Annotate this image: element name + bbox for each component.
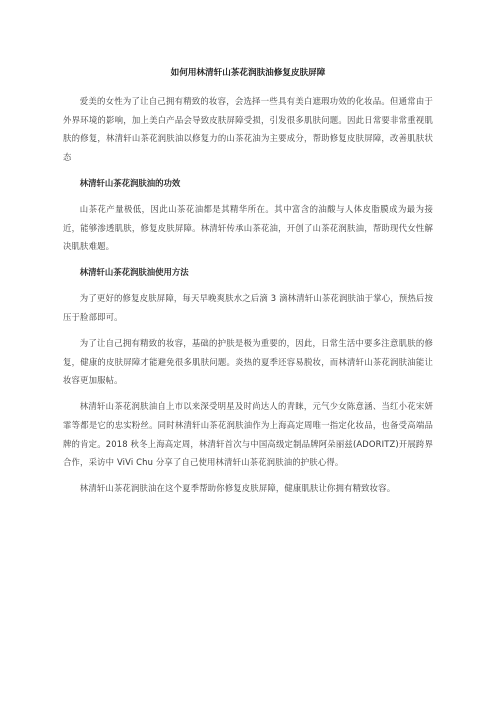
paragraph-usage: 为了更好的修复皮肤屏障，每天早晚爽肤水之后滴 3 滴林清轩山茶花润肤油于掌心，预热后按压于脸部即可。 [63, 293, 433, 322]
paragraph-celebrity: 林清轩山茶花润肤油自上市以来深受明星及时尚达人的青睐，元气少女陈意涵、当红小花宋妍霏等都是它的忠实粉丝。同时林清轩山茶花润肤油作为上海高定周唯一指定化妆品，也备受高端品牌的肯定。2018 秋冬上海高定周，林清轩首次与中国高级定制品牌阿朵丽兹(ADORITZ)开展跨界合作，采访中 ViVi Chu 分享了自己使用林清轩山茶花润肤油的护肤心得。 [63, 401, 433, 468]
paragraph-intro: 爱美的女性为了让自己拥有精致的妆容，会选择一些具有美白遮瑕功效的化妆品。但通常由于外界环境的影响，加上美白产品会导致皮肤屏障受损，引发很多肌肤问题。因此日常要非常重视肌肤的修复，林清轩山茶花润肤油以修复力的山茶花油为主要成分，帮助修复皮肤屏障，改善肌肤状态 [63, 96, 433, 162]
section-heading-efficacy: 林清轩山茶花润肤油的功效 [79, 177, 181, 188]
document-title: 如何用林清轩山茶花润肤油修复皮肤屏障 [170, 68, 326, 78]
paragraph-skincare: 为了让自己拥有精致的妆容，基础的护肤是极为重要的，因此，日常生活中要多注意肌肤的修复，健康的皮肤屏障才能避免很多肌肤问题。炎热的夏季还容易脱妆，而林清轩山茶花润肤油能让妆容更加服帖。 [63, 338, 433, 386]
paragraph-efficacy: 山茶花产量极低，因此山茶花油都是其精华所在。其中富含的油酸与人体皮脂膜成为最为接近，能够渗透肌肤，修复皮肤屏障。林清轩传承山茶花油，开创了山茶花润肤油，帮助现代女性解决肌肤难题。 [63, 203, 433, 252]
paragraph-closing: 林清轩山茶花润肤油在这个夏季帮助你修复皮肤屏障，健康肌肤让你拥有精致妆容。 [79, 483, 396, 494]
section-heading-usage: 林清轩山茶花润肤油使用方法 [79, 267, 189, 278]
document-body [63, 92, 433, 505]
